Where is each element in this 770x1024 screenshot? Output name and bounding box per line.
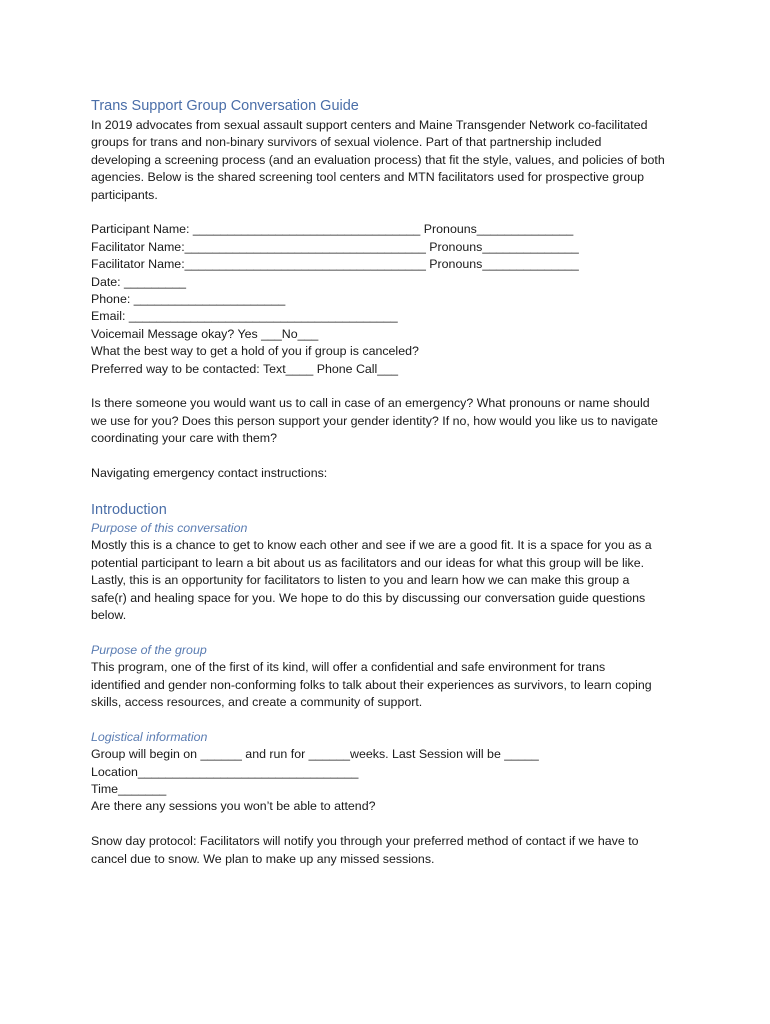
purpose-group-line: skills, access resources, and create a community of support.: [91, 694, 423, 709]
location-field[interactable]: Location________________________________: [91, 764, 359, 779]
purpose-conversation-subheading: Purpose of this conversation: [91, 520, 248, 535]
purpose-conversation-line: below.: [91, 607, 127, 622]
group-schedule-field[interactable]: Group will begin on ______ and run for ______weeks. Last Session will be _____: [91, 747, 539, 762]
emergency-instructions: Navigating emergency contact instructions:: [91, 466, 328, 481]
snow-day-line: Snow day protocol: Facilitators will notify you through your preferred method of contact if we have to: [91, 834, 639, 849]
snow-day-line: cancel due to snow. We plan to make up any missed sessions.: [91, 851, 435, 866]
intro-paragraph: [91, 117, 691, 204]
document-title: Trans Support Group Conversation Guide: [91, 98, 359, 114]
purpose-group-line: This program, one of the first of its kind, will offer a confidential and safe environment for trans: [91, 660, 606, 675]
intro-line: developing a screening process (and an evaluation process) that fit the style, values, and policies of both: [91, 152, 665, 167]
purpose-group-subheading: Purpose of the group: [91, 642, 207, 657]
purpose-group-section: [91, 642, 691, 712]
logistical-subheading: Logistical information: [91, 729, 208, 744]
voicemail-field[interactable]: Voicemail Message okay? Yes ___No___: [91, 326, 319, 341]
purpose-conversation-line: potential participant to learn a bit about us as facilitators and our ideas for what this group will be like.: [91, 555, 645, 570]
logistical-section: [91, 729, 691, 816]
introduction-heading: Introduction: [91, 501, 167, 518]
purpose-conversation-section: [91, 520, 691, 624]
purpose-conversation-line: Lastly, this is an opportunity for facilitators to listen to you and learn how we can make this group a: [91, 573, 630, 588]
participant-form: [91, 221, 691, 378]
time-field[interactable]: Time_______: [91, 781, 167, 796]
intro-line: In 2019 advocates from sexual assault support centers and Maine Transgender Network co-facilitated: [91, 118, 648, 132]
phone-field[interactable]: Phone: ______________________: [91, 292, 286, 307]
contact-if-canceled-question: What the best way to get a hold of you if group is canceled?: [91, 344, 419, 359]
participant-name-field[interactable]: Participant Name: _________________________________ Pronouns______________: [91, 222, 574, 237]
spacer: [91, 816, 691, 833]
date-field[interactable]: Date: _________: [91, 274, 187, 289]
intro-line: participants.: [91, 187, 158, 202]
purpose-conversation-line: safe(r) and healing space for you. We hope to do this by discussing our conversation guide questions: [91, 590, 646, 605]
intro-line: agencies. Below is the shared screening tool centers and MTN facilitators used for prospective group: [91, 170, 645, 185]
spacer: [91, 448, 691, 465]
emergency-paragraph: [91, 395, 691, 447]
emergency-line: coordinating your care with them?: [91, 431, 277, 446]
facilitator-name-field-1[interactable]: Facilitator Name:___________________________________ Pronouns______________: [91, 239, 579, 254]
preferred-contact-field[interactable]: Preferred way to be contacted: Text____ Phone Call___: [91, 361, 398, 376]
snow-day-section: [91, 833, 691, 868]
spacer: [91, 624, 691, 641]
facilitator-name-field-2[interactable]: Facilitator Name:___________________________________ Pronouns______________: [91, 257, 579, 272]
spacer: [91, 204, 691, 221]
spacer: [91, 711, 691, 728]
purpose-group-line: identified and gender non-conforming folks to talk about their experiences as survivors, to learn coping: [91, 677, 652, 692]
spacer: [91, 378, 691, 395]
spacer: [91, 482, 691, 499]
attendance-question: Are there any sessions you won’t be able to attend?: [91, 799, 376, 814]
email-field[interactable]: Email: _______________________________________: [91, 309, 398, 324]
intro-line: groups for trans and non-binary survivors of sexual violence. Part of that partnership included: [91, 135, 602, 150]
emergency-line: we use for you? Does this person support your gender identity? If no, how would you like us to navigate: [91, 413, 658, 428]
purpose-conversation-line: Mostly this is a chance to get to know each other and see if we are a good fit. It is a space for you as a: [91, 538, 652, 553]
document-content: [91, 96, 691, 868]
emergency-line: Is there someone you would want us to call in case of an emergency? What pronouns or name should: [91, 396, 650, 411]
